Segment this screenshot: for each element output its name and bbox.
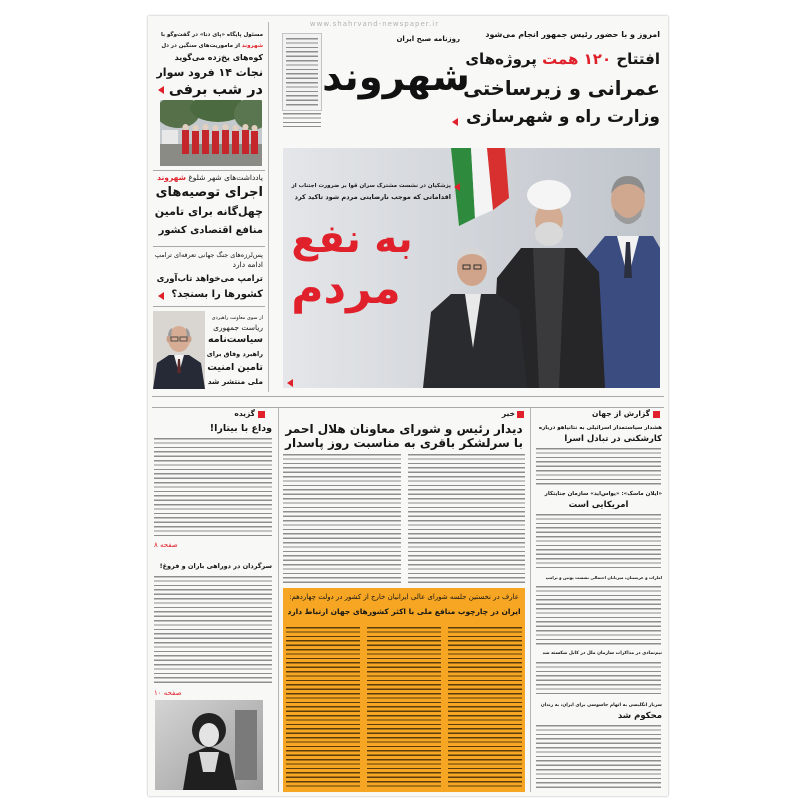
selection-item1-page-ref: صفحه ۸	[154, 541, 178, 549]
policy-title-line2: راهبرد وفاق برای	[207, 350, 263, 358]
world-item-title: محکوم شد	[617, 711, 662, 721]
rescue-kicker-line1: مسئول پایگاه «پای دنا» در گفت‌وگو با	[160, 32, 263, 38]
body-text	[154, 576, 272, 686]
world-item-title: نیم‌نمادی در مذاکرات سازمان ملل در کابل شکسته شد	[542, 651, 662, 656]
official-portrait-photo	[153, 311, 205, 389]
policy-title-line1: سیاست‌نامه	[208, 334, 263, 345]
column-title-line1: اجرای توصیه‌های	[155, 185, 263, 200]
column-title-line2: چهل‌گانه برای تامین	[155, 205, 263, 218]
poet-portrait-photo	[155, 700, 263, 790]
arrow-marker-icon	[158, 292, 164, 300]
world-item-title: آمریکایی است	[568, 500, 629, 510]
body-text	[408, 454, 525, 584]
selection-item1-title: وداع با بیتارا!	[209, 423, 272, 434]
column-separator	[268, 22, 269, 392]
website-url: www.shahrvand-newspaper.ir	[309, 20, 440, 28]
lead-title-post: پروژه‌های	[465, 50, 543, 68]
column-kicker	[155, 173, 263, 183]
policy-kicker-line1: از سوی معاونت راهبردی	[211, 315, 263, 321]
main-headline-line1: به نفع	[291, 217, 413, 262]
world-section-label: گزارش از جهان	[592, 409, 650, 418]
divider	[153, 246, 265, 247]
news-title-line1: دیدار رئیس و شورای معاونان هلال احمر	[285, 422, 523, 436]
brand-mark: شهروند	[157, 173, 186, 182]
section-marker-icon	[653, 411, 660, 418]
rescue-kicker-line3: کوه‌های یخ‌زده می‌گوید	[174, 53, 263, 62]
arrow-marker-icon	[158, 86, 164, 94]
lead-title-line1	[462, 44, 660, 74]
body-text	[536, 514, 661, 569]
lead-title-highlight: ۱۲۰ همت	[542, 50, 612, 68]
column-title-line3: منافع اقتصادی کشور	[158, 225, 263, 236]
trump-title-line2: کشورها را بسنجد؟	[171, 289, 263, 300]
rescue-title-line1: نجات ۱۴ فرود سوار	[156, 66, 263, 79]
masthead-note-text	[283, 113, 321, 127]
body-text	[286, 627, 360, 788]
world-item-title: «ایلان ماسک»: «یواس‌اید» سازمان جنایتکار	[544, 491, 662, 497]
lead-title-line2: عمرانی و زیرساختی	[463, 77, 660, 100]
news-section-label: خبر	[501, 409, 515, 418]
column-separator	[530, 408, 531, 792]
rescue-kicker-text: از ماموریت‌های سنگین در دل	[161, 43, 242, 49]
body-text	[283, 454, 401, 584]
body-text	[536, 448, 661, 485]
world-item-title: سرباز انگلیسی به اتهام جاسوسی برای ایران، به زندان	[540, 703, 662, 708]
arrow-marker-icon	[287, 379, 293, 387]
arrow-marker-icon	[452, 118, 458, 126]
lead-kicker: امروز و با حضور رئیس جمهور انجام می‌شود	[485, 30, 660, 39]
trump-kicker-line1: پس‌لرزه‌های جنگ جهانی تعرفه‌ای ترامپ	[155, 251, 263, 259]
divider	[153, 170, 265, 171]
section-marker-icon	[517, 411, 524, 418]
trump-title-line1: ترامپ می‌خواهد تاب‌آوری	[156, 274, 263, 284]
world-item-title: کارشکنی در تبادل اسرا	[564, 434, 662, 444]
masthead-info-text	[286, 38, 318, 106]
main-headline-line2: مردم	[291, 264, 401, 314]
featured-kicker: عارف در نخستین جلسه شورای عالی ایرانیان خارج از کشور در دولت چهاردهم:	[289, 593, 519, 601]
masthead-info-box	[282, 33, 322, 111]
policy-kicker-line2: ریاست جمهوری	[213, 323, 263, 332]
arrow-marker-icon	[454, 183, 460, 191]
news-title-line2: با سرلشکر باقری به مناسبت روز پاسدار	[285, 436, 523, 450]
main-photo-caption-line1: پزشکیان در نشست مشترک سران قوا بر ضرورت اجتناب از	[291, 183, 451, 189]
body-text	[448, 627, 522, 788]
policy-title-line4: ملی منتشر شد	[207, 377, 263, 386]
body-text	[154, 438, 272, 538]
lead-title-line3: وزارت راه و شهرسازی	[465, 107, 660, 127]
main-photo-caption-line2: اقداماتی که موجب نارضایتی مردم شود تاکید کرد	[294, 193, 451, 201]
trump-kicker-line2: ادامه دارد	[232, 260, 263, 269]
policy-title-line3: تامین امنیت	[207, 362, 263, 373]
column-separator	[278, 408, 279, 792]
body-text	[367, 627, 441, 788]
body-text	[536, 725, 661, 790]
body-text	[536, 586, 661, 645]
masthead-subtitle: روزنامه صبح ایران	[396, 35, 460, 43]
rescue-title-line2: در شب برفی	[168, 82, 263, 98]
world-item-title: امارات و عربستان، میزبانان احتمالی نشست پوتین و ترامپ	[545, 575, 662, 580]
main-photo	[283, 148, 660, 388]
body-text	[536, 662, 661, 697]
selection-item2-page-ref: صفحه ۱۰	[154, 689, 182, 697]
lead-title-pre: افتتاح	[611, 50, 660, 68]
section-marker-icon	[258, 411, 265, 418]
selection-section-label: گزیده	[234, 409, 255, 418]
featured-title: ایران در چارچوب منافع ملی با اکثر کشورهای جهان ارتباط دارد	[287, 607, 521, 616]
column-kicker-text: یادداشت‌های شهر شلوغ	[185, 173, 263, 182]
rescue-kicker-line2	[155, 41, 263, 52]
divider	[153, 306, 265, 307]
selection-item2-title: سرگردان در دوراهی باران و فروغ!	[159, 562, 272, 570]
section-divider	[152, 396, 664, 397]
masthead-logo: شهروند	[322, 55, 470, 100]
rescue-photo	[160, 100, 262, 166]
section-divider	[152, 407, 664, 408]
brand-mark: شهروند	[241, 43, 263, 49]
world-item-title: هشدار سیاستمدار اسرائیلی به نتانیاهو درباره	[538, 425, 662, 431]
